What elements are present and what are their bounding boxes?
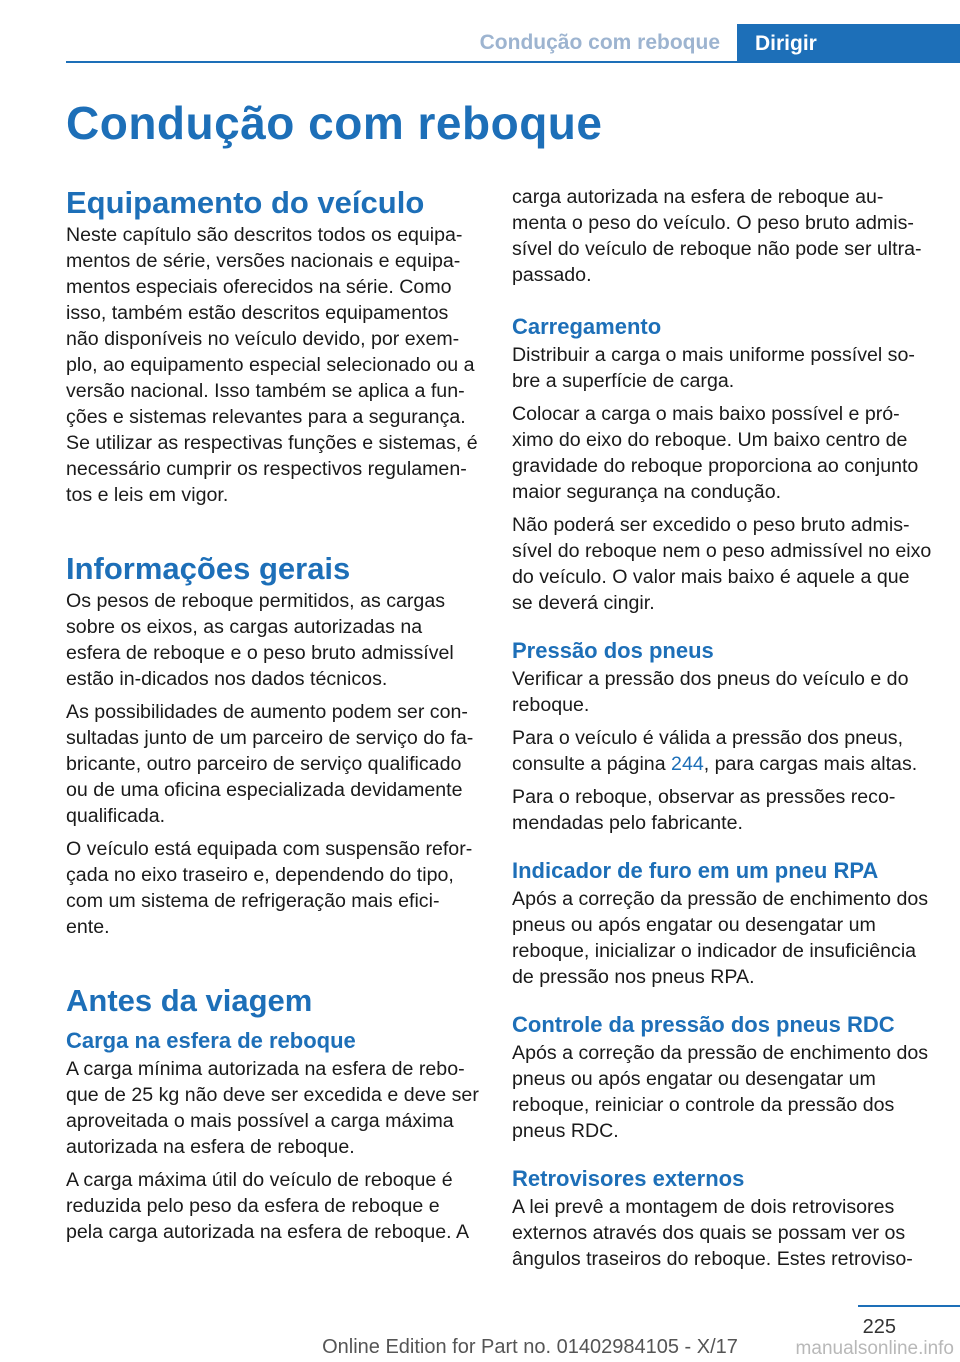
paragraph: O veículo está equipada com suspensão refor-çada no eixo traseiro e, dependendo do tipo, com um sistema de refrigeração mais efici-ente. [66,838,473,938]
paragraph: Os pesos de reboque permitidos, as cargas sobre os eixos, as cargas autorizadas na esfera de reboque e o peso bruto admissível estão in-dicados nos dados técnicos. [66,590,454,690]
paragraph: Verificar a pressão dos pneus do veículo e do reboque. [512,668,909,716]
subheading-rpa: Indicador de furo em um pneu RPA [512,858,879,883]
heading-antes-da-viagem: Antes da viagem [66,983,313,1018]
subheading-rdc: Controle da pressão dos pneus RDC [512,1012,895,1037]
subheading-retrovisores: Retrovisores externos [512,1166,745,1191]
heading-informacoes-gerais: Informações gerais [66,551,351,586]
subheading-carregamento: Carregamento [512,314,662,339]
paragraph: A carga máxima útil do veículo de reboque é reduzida pelo peso da esfera de reboque e pela carga autorizada na esfera de reboque. A [66,1169,470,1243]
paragraph: Após a correção da pressão de enchimento dos pneus ou após engatar ou desengatar um reboque, inicializar o indicador de insuficiência de pressão nos pneus RPA. [512,888,929,988]
paragraph: Colocar a carga o mais baixo possível e pró-ximo do eixo do reboque. Um baixo centro de gravidade do reboque proporciona ao conjunto maior segurança na condução. [512,403,919,503]
watermark: manualsonline.info [795,1338,954,1359]
page-reference-link[interactable]: 244 [671,753,704,775]
left-column [66,184,480,1252]
text-run: Para o veículo é válida a pressão dos pneus, consulte a página [512,727,904,775]
paragraph: A carga mínima autorizada na esfera de rebo-que de 25 kg não deve ser excedida e deve ser aproveitada o mais possível a carga máxima autorizada na esfera de reboque. [66,1058,479,1158]
paragraph [512,725,932,777]
header-section-tab[interactable]: Dirigir [737,24,960,63]
subheading-carga-esfera: Carga na esfera de reboque [66,1028,356,1053]
page-title: Condução com reboque [66,97,603,149]
page-number: 225 [862,1316,896,1338]
text-run: , para cargas mais altas. [703,753,918,775]
paragraph: A lei prevê a montagem de dois retrovisores externos através dos quais se possam ver os ângulos traseiros do reboque. Estes retroviso- [512,1196,913,1270]
paragraph: As possibilidades de aumento podem ser con-sultadas junto de um parceiro de serviço do fa-bricante, outro parceiro de serviço qualificado ou de uma oficina especializada devidamente qualificada. [66,701,474,827]
paragraph: Neste capítulo são descritos todos os equipa-mentos de série, versões nacionais e equipa-mentos especiais oferecidos na série. Como isso, também estão descritos equipamentos não disponíveis no veículo devido, por exem-plo, ao equipamento especial selecionado ou a versão nacional. Isso também se aplica a fun-ções e sistemas relevantes para a segurança. Se utilizar as respectivas funções e sistemas, é necessário cumprir os respectivos regulamen-tos e leis em vigor. [66,224,478,506]
header-breadcrumb[interactable]: Condução com reboque [479,31,720,54]
footer-edition: Online Edition for Part no. 01402984105 - X/17 [322,1336,738,1358]
heading-equipamento: Equipamento do veículo [66,185,425,220]
paragraph: Após a correção da pressão de enchimento dos pneus ou após engatar ou desengatar um reboque, reiniciar o controle da pressão dos pneus RDC. [512,1042,929,1142]
right-column [512,184,932,1279]
paragraph: Distribuir a carga o mais uniforme possível so-bre a superfície de carga. [512,344,915,392]
paragraph: Para o reboque, observar as pressões reco-mendadas pelo fabricante. [512,786,896,834]
subheading-pressao-pneus: Pressão dos pneus [512,638,714,663]
paragraph: carga autorizada na esfera de reboque au-menta o peso do veículo. O peso bruto admis-sível do veículo de reboque não pode ser ultra-passado. [512,186,922,286]
page-number-rule [858,1305,960,1307]
paragraph: Não poderá ser excedido o peso bruto admis-sível do reboque nem o peso admissível no eixo do veículo. O valor mais baixo é aquele a que se deverá cingir. [512,514,932,614]
